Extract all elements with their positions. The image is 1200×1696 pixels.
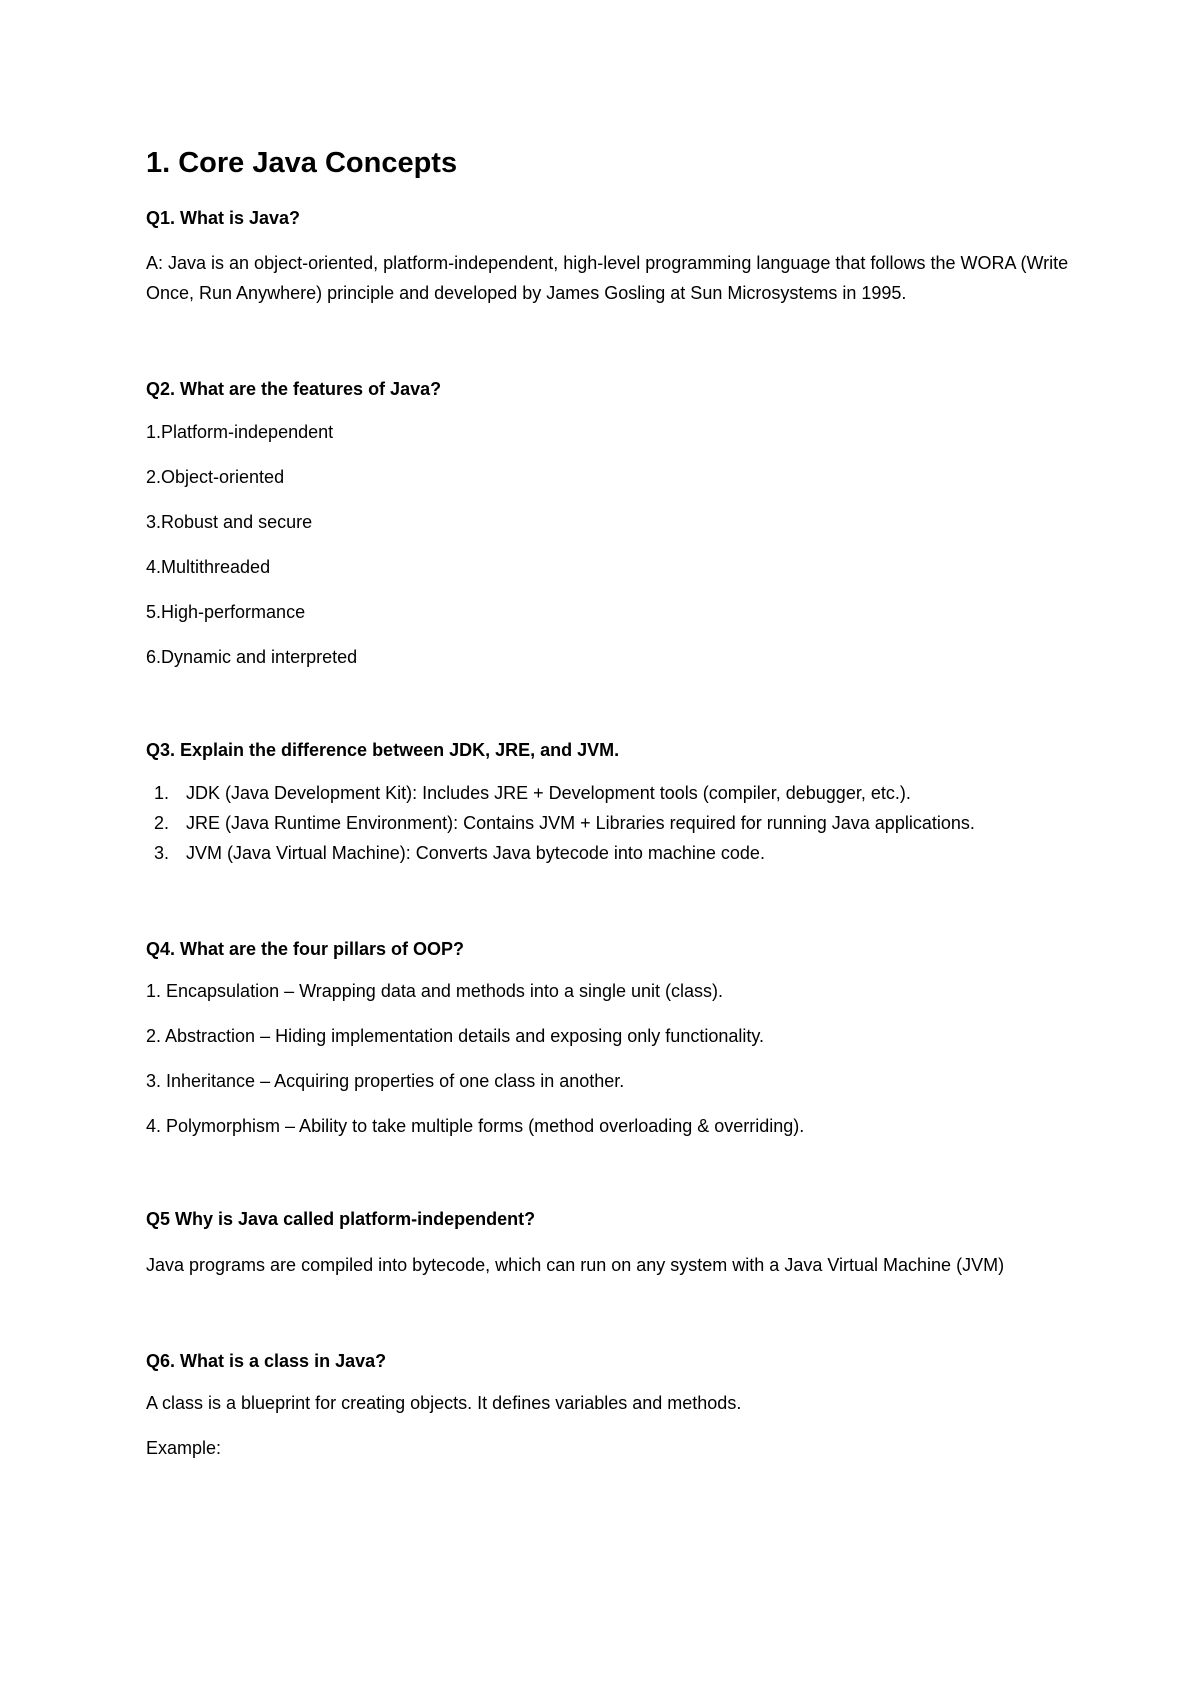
feature-item: 4.Multithreaded: [146, 556, 271, 577]
question-4-section: [146, 938, 1076, 1138]
question-5-answer: Java programs are compiled into bytecode, which can run on any system with a Java Virtual Machine (JVM): [146, 1254, 1005, 1275]
question-4-heading: Q4. What are the four pillars of OOP?: [146, 938, 465, 959]
list-item-text: JDK (Java Development Kit): Includes JRE + Development tools (compiler, debugger, etc.).: [186, 782, 911, 803]
list-item: [146, 778, 1076, 808]
list-item-number: 1.: [154, 782, 170, 803]
question-6-section: [146, 1350, 1076, 1460]
list-item: [146, 838, 1076, 868]
feature-item: 3.Robust and secure: [146, 511, 313, 532]
oop-pillar-item: 4. Polymorphism – Ability to take multiple forms (method overloading & overriding).: [146, 1116, 805, 1137]
question-1-heading: Q1. What is Java?: [146, 207, 301, 228]
question-6-heading: Q6. What is a class in Java?: [146, 1350, 387, 1371]
example-label: Example:: [146, 1438, 222, 1459]
list-item-number: 3.: [154, 842, 170, 863]
oop-pillar-item: 1. Encapsulation – Wrapping data and methods into a single unit (class).: [146, 981, 724, 1002]
list-item-text: JRE (Java Runtime Environment): Contains JVM + Libraries required for running Java applications.: [186, 812, 975, 833]
question-1-section: [146, 207, 1076, 308]
oop-pillar-item: 2. Abstraction – Hiding implementation details and exposing only functionality.: [146, 1026, 765, 1047]
list-item: [146, 808, 1076, 838]
question-5-heading: Q5 Why is Java called platform-independent?: [146, 1209, 536, 1230]
question-2-heading: Q2. What are the features of Java?: [146, 379, 442, 400]
list-item-text: JVM (Java Virtual Machine): Converts Java bytecode into machine code.: [186, 842, 765, 863]
feature-item: 1.Platform-independent: [146, 421, 334, 442]
question-6-answer: A class is a blueprint for creating objects. It defines variables and methods.: [146, 1393, 742, 1414]
oop-pillar-item: 3. Inheritance – Acquiring properties of one class in another.: [146, 1071, 625, 1092]
page-title: 1. Core Java Concepts: [146, 147, 458, 179]
feature-item: 6.Dynamic and interpreted: [146, 646, 358, 667]
jdk-jre-jvm-list: [146, 778, 1076, 868]
question-1-answer: A: Java is an object-oriented, platform-independent, high-level programming language that follows the WORA (Write Once, Run Anywhere) principle and developed by James Gosling at Sun Microsystems in 1995.: [146, 253, 1069, 304]
feature-item: 5.High-performance: [146, 601, 306, 622]
question-5-section: [146, 1208, 1076, 1279]
question-3-heading: Q3. Explain the difference between JDK, JRE, and JVM.: [146, 739, 620, 760]
document-content: [146, 146, 1076, 1504]
list-item-number: 2.: [154, 812, 170, 833]
question-3-section: [146, 739, 1076, 868]
question-2-section: [146, 378, 1076, 668]
feature-item: 2.Object-oriented: [146, 466, 285, 487]
